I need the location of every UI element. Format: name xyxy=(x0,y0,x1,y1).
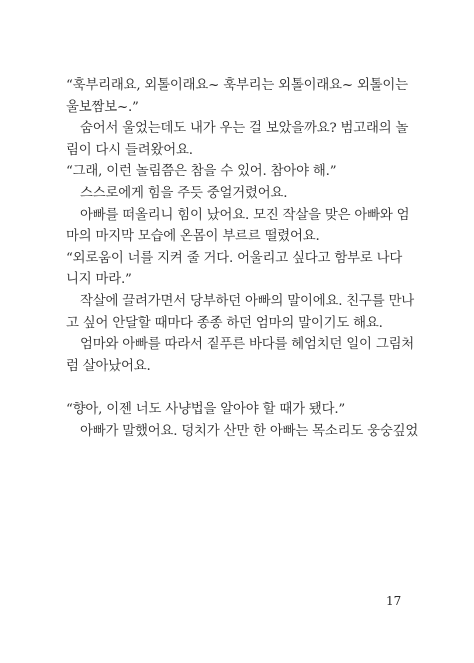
text-line-6: 스스로에게 힘을 주듯 중얼거렸어요. xyxy=(80,185,288,201)
text-line-12: 고 싶어 안달할 때마다 종종 하던 엄마의 말이기도 해요. xyxy=(66,315,383,331)
text-line-2: 울보짬보~.” xyxy=(66,99,139,115)
text-line-7: 아빠를 떠올리니 힘이 났어요. 모진 작살을 맞은 아빠와 엄 xyxy=(80,207,410,223)
text-line-5: “그래, 이런 놀림쯤은 참을 수 있어. 참아야 해.” xyxy=(66,164,337,180)
text-line-8: 마의 마지막 모습에 온몸이 부르르 떨렸어요. xyxy=(66,229,320,245)
text-line-3: 숨어서 울었는데도 내가 우는 걸 보았을까요? 범고래의 놀 xyxy=(80,121,409,137)
text-line-13: 엄마와 아빠를 따라서 짙푸른 바다를 헤엄치던 일이 그림처 xyxy=(80,337,415,353)
body-text xyxy=(66,75,419,442)
page-number: 17 xyxy=(386,594,402,608)
text-line-11: 작살에 끌려가면서 당부하던 아빠의 말이에요. 친구를 만나 xyxy=(80,293,415,309)
text-line-14: 럼 살아났어요. xyxy=(66,358,151,374)
text-line-1: “훅부리래요, 외톨이래요~ 훅부리는 외톨이래요~ 외톨이는 xyxy=(66,78,408,93)
paragraph-gap xyxy=(66,377,416,399)
text-line-16: 아빠가 말했어요. 덩치가 산만 한 아빠는 목소리도 웅숭깊었 xyxy=(80,423,419,439)
text-line-10: 니지 마라.” xyxy=(66,272,132,288)
text-line-4: 림이 다시 들려왔어요. xyxy=(66,142,193,158)
text-line-15: “향아, 이젠 너도 사냥법을 알아야 할 때가 됐다.” xyxy=(66,401,346,417)
text-line-9: “외로움이 너를 지켜 줄 거다. 어울리고 싶다고 함부로 나다 xyxy=(66,250,403,266)
